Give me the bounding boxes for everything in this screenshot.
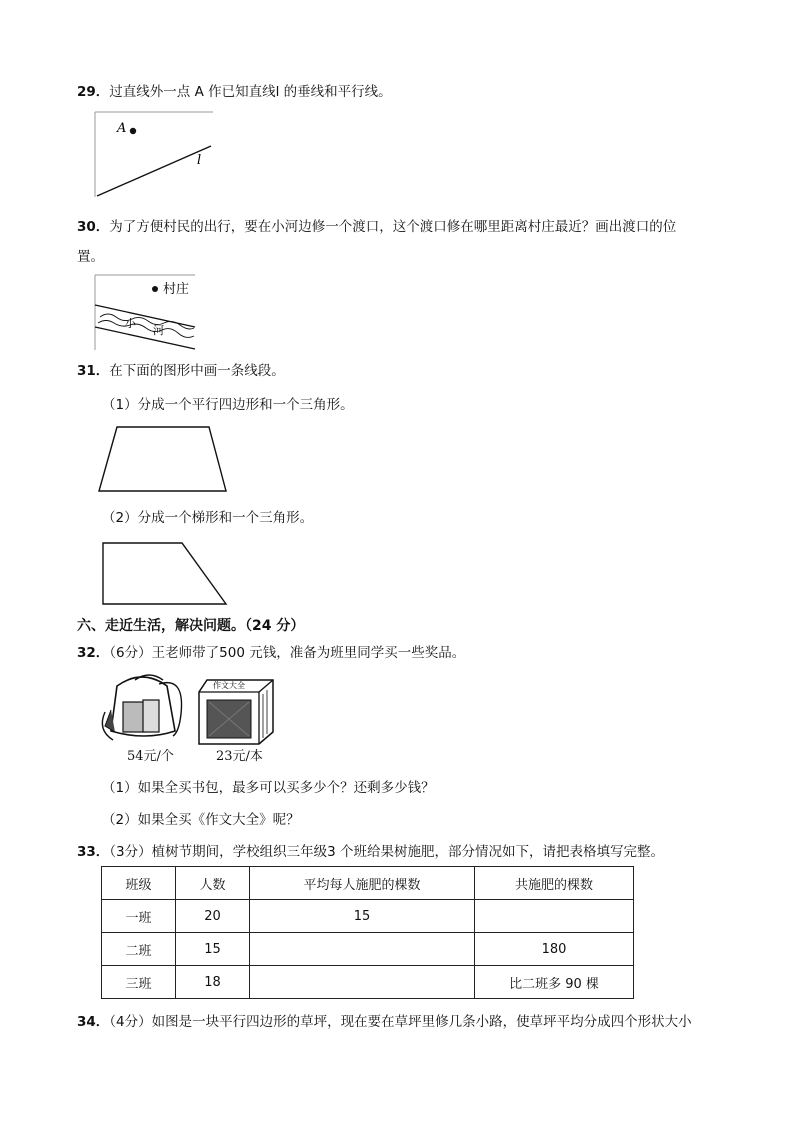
question-number: 31	[77, 363, 96, 379]
table-header: 班级	[102, 867, 176, 900]
table-row	[102, 966, 634, 999]
question-number: 33	[77, 844, 96, 860]
q30-figure	[95, 275, 200, 353]
table-cell: 三班	[102, 966, 176, 999]
question-number: 30	[77, 219, 96, 235]
question-29: 29．过直线外一点 A 作已知直线l 的垂线和平行线。	[77, 84, 392, 100]
question-number: 32	[77, 645, 96, 661]
table-cell: 180	[475, 933, 634, 966]
table-row	[102, 933, 634, 966]
question-30: 30．为了方便村民的出行，要在小河边修一个渡口，这个渡口修在哪里距离村庄最近？画出渡口的位	[77, 219, 677, 235]
river-bank-bottom	[95, 327, 195, 349]
question-text: 植树节期间，学校组织三年级3 个班给果树施肥，部分情况如下，请把表格填写完整。	[151, 844, 665, 860]
point-a-label: A	[117, 121, 127, 136]
question-text: 如图是一块平行四边形的草坪，现在要在草坪里修几条小路，使草坪平均分成四个形状大小	[151, 1014, 692, 1030]
table-header: 平均每人施肥的棵数	[250, 867, 475, 900]
question-text-line1: 为了方便村民的出行，要在小河边修一个渡口，这个渡口修在哪里距离村庄最近？画出渡口的位	[109, 219, 677, 235]
village-label: 村庄	[163, 282, 190, 297]
table-cell: 18	[176, 966, 250, 999]
question-text: 王老师带了500 元钱，准备为班里同学买一些奖品。	[151, 645, 466, 661]
q32-sub2: （2）如果全买《作文大全》呢？	[102, 812, 300, 828]
book-title: 作文大全	[213, 681, 245, 690]
question-number: 34	[77, 1014, 96, 1030]
right-trapezoid-figure	[100, 540, 230, 608]
table-cell: 二班	[102, 933, 176, 966]
q31-sub2: （2）分成一个梯形和一个三角形。	[102, 510, 314, 526]
trapezoid-figure	[96, 424, 236, 496]
book-icon	[197, 672, 277, 747]
bag-price: 54元/个	[127, 749, 174, 764]
book-price: 23元/本	[216, 749, 263, 764]
table-header: 共施肥的棵数	[475, 867, 634, 900]
q31-sub1: （1）分成一个平行四边形和一个三角形。	[102, 397, 354, 413]
table-cell-blank[interactable]	[250, 966, 475, 999]
table-cell: 比二班多 90 棵	[475, 966, 634, 999]
fertilizer-table	[101, 866, 634, 999]
line-l	[97, 146, 211, 196]
river-label-1: 小	[125, 317, 136, 330]
table-header: 人数	[176, 867, 250, 900]
table-row	[102, 900, 634, 933]
table-cell-blank[interactable]	[250, 933, 475, 966]
table-cell-blank[interactable]	[475, 900, 634, 933]
table-cell: 一班	[102, 900, 176, 933]
question-31: 31．在下面的图形中画一条线段。	[77, 363, 285, 379]
question-32: 32．（6分）王老师带了500 元钱，准备为班里同学买一些奖品。	[77, 645, 466, 661]
backpack-icon	[97, 670, 187, 745]
point-a	[130, 128, 136, 134]
question-text: 在下面的图形中画一条线段。	[109, 363, 285, 379]
table-cell: 15	[176, 933, 250, 966]
village-dot	[152, 286, 158, 292]
question-score: （6分）	[109, 645, 152, 661]
question-score: （3分）	[109, 844, 152, 860]
question-score: （4分）	[109, 1014, 152, 1030]
q32-sub1: （1）如果全买书包，最多可以买多少个？还剩多少钱？	[102, 780, 435, 796]
line-l-label: l	[197, 153, 202, 168]
table-cell: 20	[176, 900, 250, 933]
river-label-2: 河	[153, 324, 164, 337]
question-30-line2: 置。	[77, 249, 104, 265]
river-bank-top	[95, 305, 195, 327]
table-cell: 15	[250, 900, 475, 933]
section-title: 六、走近生活，解决问题。（24 分）	[77, 618, 305, 634]
question-34: 34．（4分）如图是一块平行四边形的草坪，现在要在草坪里修几条小路，使草坪平均分成四个形状大小	[77, 1014, 692, 1030]
table-header-row	[102, 867, 634, 900]
question-number: 29	[77, 84, 96, 100]
question-33: 33．（3分）植树节期间，学校组织三年级3 个班给果树施肥，部分情况如下，请把表格填写完整。	[77, 844, 665, 860]
q29-figure	[95, 112, 220, 202]
question-text: 过直线外一点 A 作已知直线l 的垂线和平行线。	[109, 84, 392, 100]
